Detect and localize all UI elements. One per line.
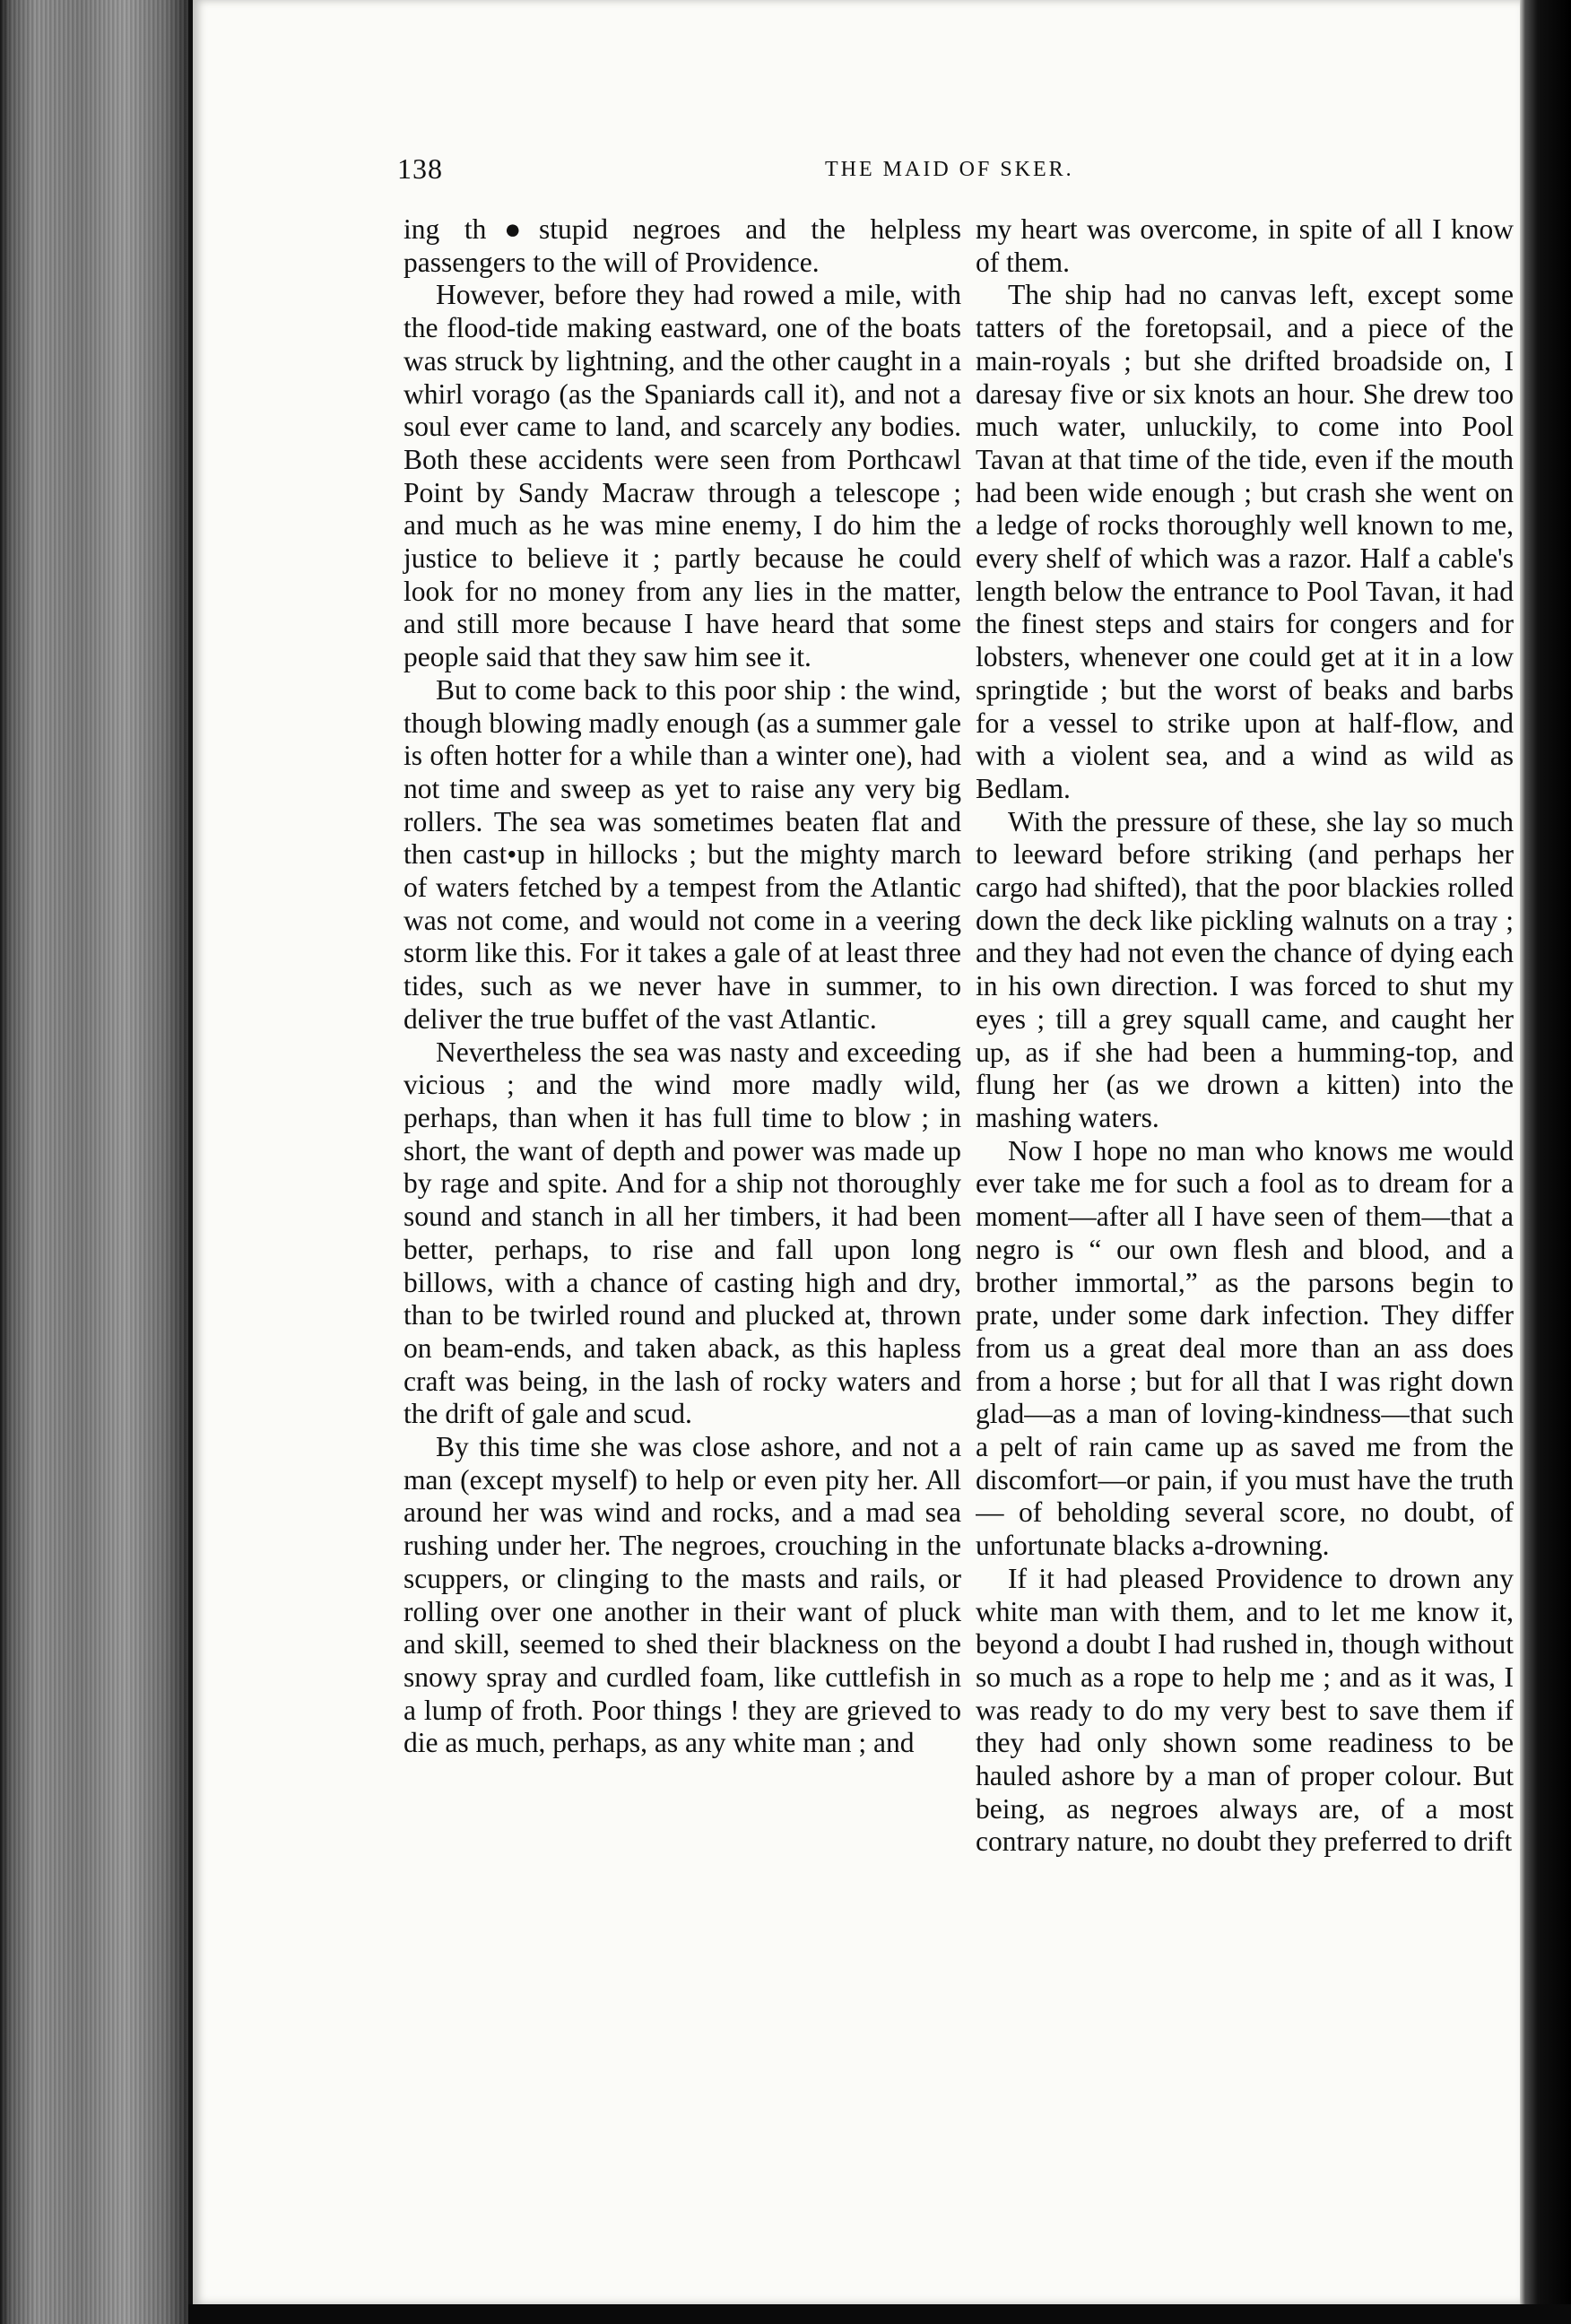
book-spine-edge xyxy=(0,0,188,2324)
running-head-title: THE MAID OF SKER. xyxy=(825,158,1074,181)
page-bottom-edge xyxy=(188,2304,1571,2324)
paragraph: By this time she was close ashore, and not a man (except myself) to help or even pity her. All around her was wind and rocks, and a mad sea rushing under her. The negroes, crouching in the scuppers, or clinging to the masts and rails, or rolling over one another in their want of pluck and skill, seemed to shed their blackness on the snowy spray and curdled foam, like cuttlefish in a lump of froth. Poor things ! they are grieved to die as much, perhaps, as any white man ; and xyxy=(404,1431,961,1759)
paragraph: However, before they had rowed a mile, with the flood-tide making eastward, one of the boats was struck by lightning, and the other caught in a whirl vorago (as the Spaniards call it), and not a soul ever came to land, and scarcely any bodies. Both these accidents were seen from Porthcawl Point by Sandy Macraw through a telescope ; and much as he was mine enemy, I do him the justice to believe it ; partly because he could look for no money from any lies in the matter, and still more because I have heard that some people said that they saw him see it. xyxy=(404,279,961,673)
paragraph: The ship had no canvas left, except some tatters of the foretopsail, and a piece of the main-royals ; but she drifted broadside on, I daresay five or six knots an hour. She drew too much water, unluckily, to come into Pool Tavan at that time of the tide, even if the mouth had been wide enough ; but crash she went on a ledge of rocks thoroughly well known to me, every shelf of which was a razor. Half a cable's length below the entrance to Pool Tavan, it had the finest steps and stairs for congers and for lobsters, whenever one could get at it in a low springtide ; but the worst of beaks and barbs for a vessel to strike upon at half-flow, and with a violent sea, and a wind as wild as Bedlam. xyxy=(976,279,1514,804)
paragraph: But to come back to this poor ship : the wind, though blowing madly enough (as a summer gale is often hotter for a while than a winter one), had not time and sweep as yet to raise any very big rollers. The sea was sometimes beaten flat and then cast•up in hillocks ; but the mighty march of waters fetched by a tempest from the Atlantic was not come, and would not come in a veering storm like this. For it takes a gale of at least three tides, such as we never have in summer, to deliver the true buffet of the vast Atlantic. xyxy=(404,673,962,1035)
page-number: 138 xyxy=(397,152,443,185)
paragraph: Nevertheless the sea was nasty and exceeding vicious ; and the wind more madly wild, perhaps, than when it has full time to blow ; in short, the want of depth and power was made up by rage and spite. And for a ship not thoroughly sound and stanch in all her timbers, it had been better, perhaps, to rise and fall upon long billows, with a chance of casting high and dry, than to be twirled round and plucked at, thrown on beam-ends, and taken aback, as this hapless craft was being, in the lash of rocky waters and the drift of gale and scud. xyxy=(404,1036,961,1430)
paragraph: ing th●stupid negroes and the helpless passengers to the will of Providence. xyxy=(404,213,961,278)
spine-texture xyxy=(0,0,188,2324)
paragraph: If it had pleased Providence to drown any white man with them, and to let me know it, beyond a doubt I had rushed in, though without so much as a rope to help me ; and as it was, I was ready to do my very best to save them if they had only shown some readiness to be hauled ashore by a man of proper colour. But being, as negroes always are, of a most contrary nature, no doubt they preferred to drift xyxy=(976,1562,1514,1858)
paragraph: With the pressure of these, she lay so much to leeward before striking (and perhaps her cargo had shifted), that the poor blackies rolled down the deck like pickling walnuts on a tray ; and they had not even the chance of dying each in his own direction. I was forced to shut my eyes ; till a grey squall came, and caught her up, as if she had been a humming-top, and flung her (as we drown a kitten) into the mashing waters. xyxy=(976,805,1514,1133)
paragraph: my heart was overcome, in spite of all I know of them. xyxy=(976,213,1514,278)
right-text-column xyxy=(976,213,1514,1859)
paragraph: Now I hope no man who knows me would ever take me for such a fool as to dream for a moment—after all I have seen of them—that a negro is “ our own flesh and blood, and a brother immortal,” as the parsons begin to prate, under some dark infection. They differ from us a great deal more than an ass does from a horse ; but for all that I was right down glad—as a man of loving-kindness—that such a pelt of rain came up as saved me from the discomfort—or pain, if you must have the truth — of beholding several score, no doubt, of unfortunate blacks a-drowning. xyxy=(976,1134,1514,1562)
page-right-edge xyxy=(1520,0,1571,2324)
left-text-column xyxy=(404,213,961,1760)
